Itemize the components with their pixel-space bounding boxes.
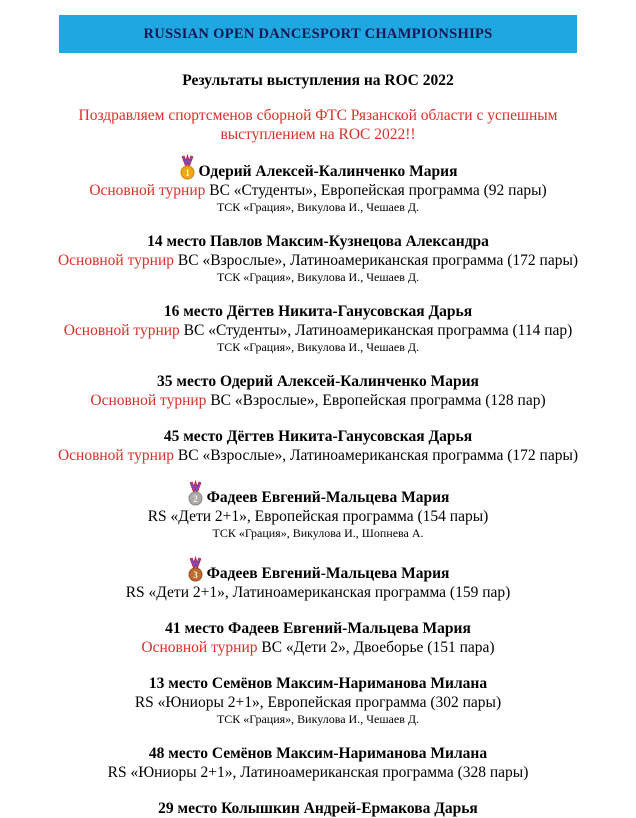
svg-text:2: 2 [192, 493, 198, 504]
result-entry [0, 302, 636, 355]
tournament-label: Основной турнир [57, 447, 175, 464]
entry-program-line [0, 763, 636, 782]
result-entry [0, 482, 636, 541]
results-page [0, 15, 636, 817]
program-text: RS «Дети 2+1», Латиноамериканская программа (159 пар) [125, 584, 511, 601]
result-entry [0, 744, 636, 782]
entry-title-line [0, 674, 636, 693]
entry-title: 13 место Семёнов Максим-Нариманова Милана [148, 675, 488, 692]
results-heading: Результаты выступления на ROC 2022 [182, 72, 454, 89]
entry-title-line [0, 372, 636, 391]
entry-title: 29 место Колышкин Андрей-Ермакова Дарья [158, 800, 478, 817]
entry-title: 45 место Дёгтев Никита-Ганусовская Дарья [163, 428, 473, 445]
entry-program-line [0, 391, 636, 410]
championship-banner [59, 15, 577, 53]
gold-medal-icon [179, 155, 196, 180]
tournament-label: Основной турнир [141, 639, 258, 656]
program-text: ВС «Дети 2», Двоеборье (151 пара) [257, 639, 495, 656]
bronze-medal-icon [187, 557, 204, 582]
entry-title: Одерий Алексей-Калинченко Мария [198, 163, 458, 180]
results-list [0, 156, 636, 818]
club-text: ТСК «Грация», Викулова И., Чешаев Д. [216, 270, 420, 284]
championship-banner-title: RUSSIAN OPEN DANCESPORT CHAMPIONSHIPS [143, 25, 493, 42]
result-entry [0, 427, 636, 465]
club-text: ТСК «Грация», Викулова И., Чешаев Д. [216, 712, 420, 726]
entry-program-line [0, 638, 636, 657]
tournament-label: Основной турнир [90, 392, 207, 409]
silver-medal-icon [187, 481, 204, 506]
entry-title-line [0, 156, 636, 181]
entry-title-line [0, 302, 636, 321]
club-text: ТСК «Грация», Викулова И., Шопнева А. [212, 526, 424, 540]
entry-title-line [0, 427, 636, 446]
entry-title-line [0, 619, 636, 638]
entry-title-line [0, 744, 636, 763]
entry-title: 16 место Дёгтев Никита-Ганусовская Дарья [163, 303, 473, 320]
entry-title-line [0, 482, 636, 507]
program-text: ВС «Студенты», Европейская программа (92 пары) [205, 182, 547, 199]
entry-program-line [0, 693, 636, 712]
result-entry [0, 674, 636, 727]
tournament-label: Основной турнир [57, 252, 175, 269]
result-entry [0, 372, 636, 410]
entry-program-line [0, 507, 636, 526]
program-text: RS «Юниоры 2+1», Латиноамериканская программа (328 пары) [107, 764, 529, 781]
program-text: ВС «Взрослые», Европейская программа (128 пар) [206, 392, 546, 409]
entry-title: 35 место Одерий Алексей-Калинченко Мария [157, 373, 479, 390]
entry-title-line [0, 558, 636, 583]
entry-program-line [0, 321, 636, 340]
result-entry [0, 156, 636, 215]
club-text: ТСК «Грация», Викулова И., Чешаев Д. [216, 340, 420, 354]
result-entry [0, 558, 636, 602]
entry-title: 14 место Павлов Максим-Кузнецова Александра [147, 233, 489, 250]
entry-program-line [0, 446, 636, 465]
entry-program-line [0, 251, 636, 270]
entry-program-line [0, 583, 636, 602]
svg-text:1: 1 [184, 167, 190, 178]
entry-title: 41 место Фадеев Евгений-Мальцева Мария [165, 620, 471, 637]
entry-title-line [0, 799, 636, 818]
entry-title: Фадеев Евгений-Мальцева Мария [206, 565, 450, 582]
program-text: ВС «Взрослые», Латиноамериканская программа (172 пары) [174, 252, 579, 269]
congrats-text: Поздравляем спортсменов сборной ФТС Рязанской области с успешным выступлением на ROC 2022!! [78, 107, 558, 143]
tournament-label: Основной турнир [63, 322, 180, 339]
result-entry [0, 619, 636, 657]
entry-title: 48 место Семёнов Максим-Нариманова Милана [148, 745, 488, 762]
result-entry [0, 232, 636, 285]
entry-title-line [0, 232, 636, 251]
program-text: RS «Дети 2+1», Европейская программа (154 пары) [147, 508, 489, 525]
program-text: ВС «Студенты», Латиноамериканская программа (114 пар) [179, 322, 573, 339]
program-text: RS «Юниоры 2+1», Европейская программа (302 пары) [134, 694, 502, 711]
club-text: ТСК «Грация», Викулова И., Чешаев Д. [216, 200, 420, 214]
entry-program-line [0, 181, 636, 200]
entry-title: Фадеев Евгений-Мальцева Мария [206, 489, 450, 506]
svg-text:3: 3 [192, 569, 198, 580]
tournament-label: Основной турнир [89, 182, 206, 199]
program-text: ВС «Взрослые», Латиноамериканская программа (172 пары) [174, 447, 579, 464]
result-entry [0, 799, 636, 818]
